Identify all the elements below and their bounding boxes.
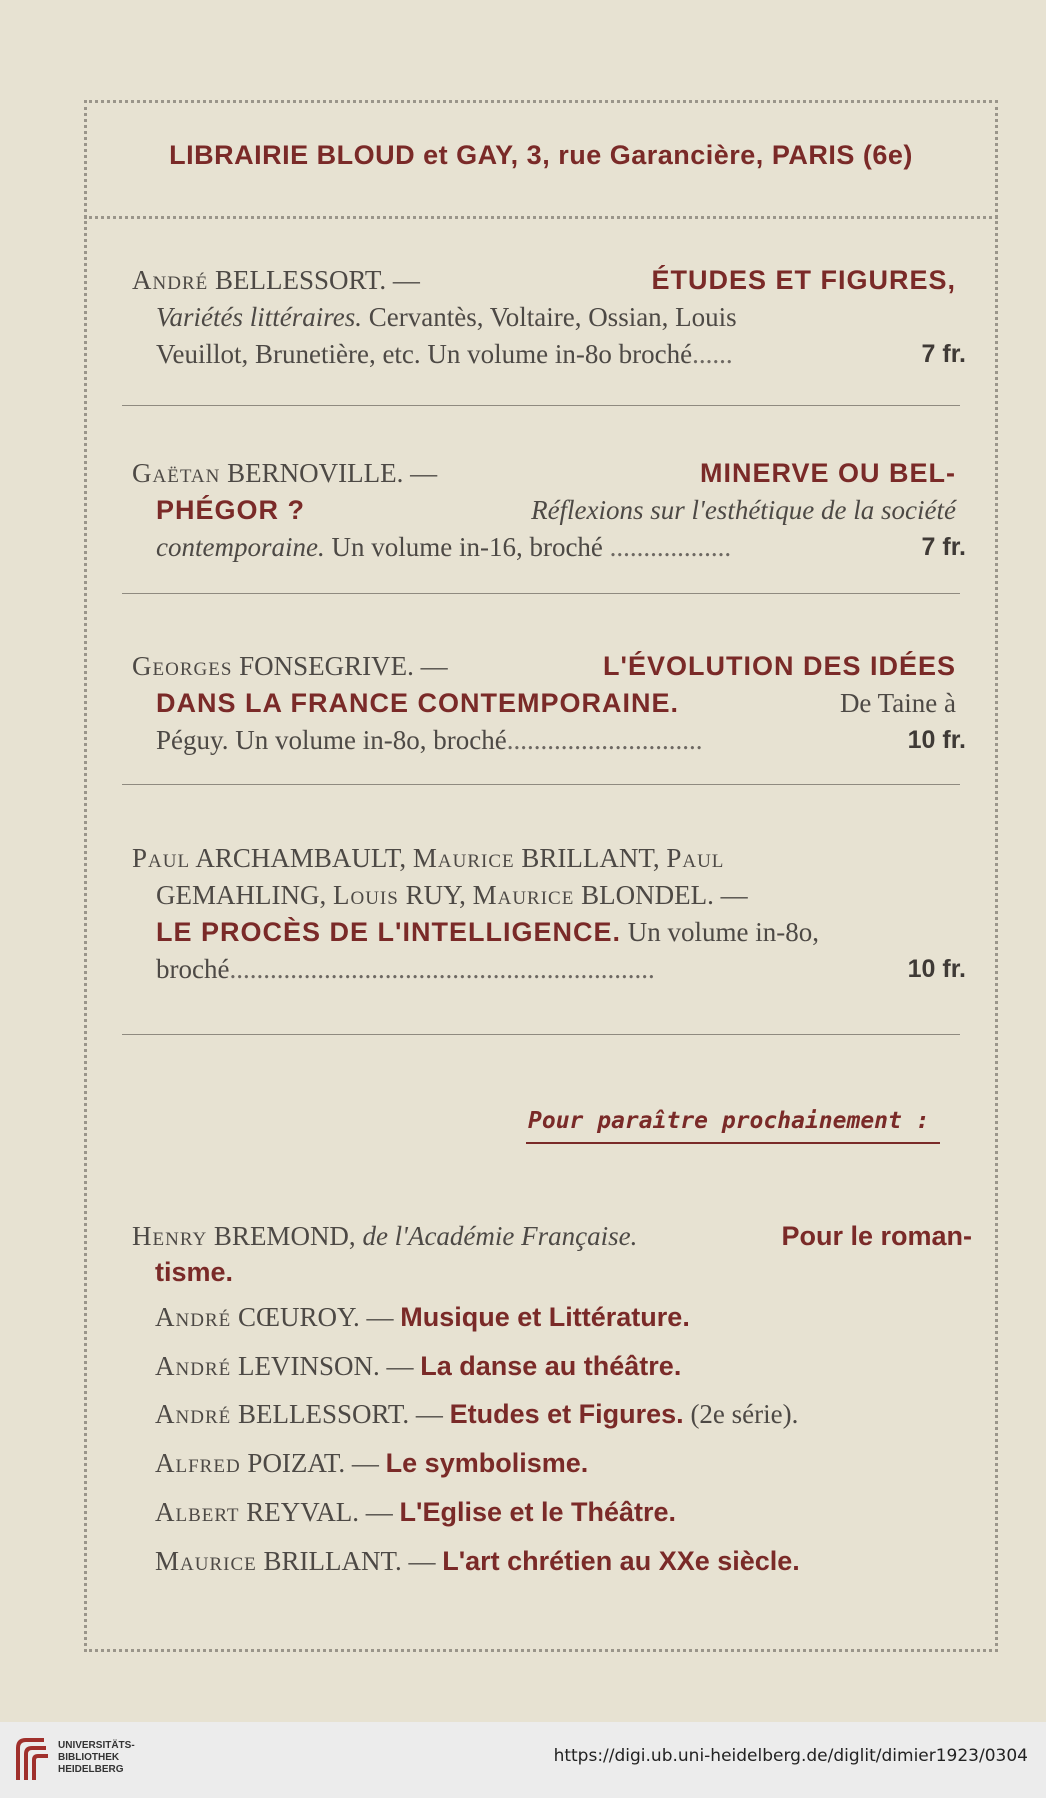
author-prefix: Alfred xyxy=(155,1448,241,1478)
entry-fonsegrive xyxy=(132,648,966,759)
price: 10 fr. xyxy=(907,726,966,754)
library-name-line: HEIDELBERG xyxy=(58,1764,124,1775)
leader-dots: .................. xyxy=(609,532,732,562)
leader-dots: ...... xyxy=(692,339,733,369)
author-name: BRILLANT. — xyxy=(263,1546,436,1576)
author-name: REYVAL. — xyxy=(246,1497,393,1527)
book-title: Pour le roman- xyxy=(781,1221,972,1251)
book-title: Le symbolisme. xyxy=(385,1448,589,1478)
book-title: LE PROCÈS DE L'INTELLIGENCE. xyxy=(156,917,621,947)
author-prefix: Maurice xyxy=(155,1546,257,1576)
forthcoming-item xyxy=(155,1299,975,1335)
book-title: MINERVE OU BEL- xyxy=(699,458,956,488)
author-name: GEMAHLING, xyxy=(156,880,333,910)
forthcoming-item xyxy=(155,1348,975,1384)
author-name: LEVINSON. — xyxy=(237,1351,414,1381)
author-name: CŒUROY. — xyxy=(237,1302,394,1332)
library-name xyxy=(58,1740,135,1776)
header-separator xyxy=(84,216,998,219)
author-name: BLONDEL. — xyxy=(574,880,748,910)
book-title: Etudes et Figures. xyxy=(449,1399,684,1429)
source-url-link[interactable]: https://digi.ub.uni-heidelberg.de/diglit/dimier1923/0304 xyxy=(553,1746,1028,1766)
description: broché xyxy=(156,954,230,984)
forthcoming-underline xyxy=(526,1142,940,1144)
author-prefix: Albert xyxy=(155,1497,240,1527)
library-name-line: BIBLIOTHEK xyxy=(58,1752,120,1763)
entry-proces-intelligence xyxy=(132,840,966,988)
book-title: L'Eglise et le Théâtre. xyxy=(399,1497,677,1527)
book-title: ÉTUDES ET FIGURES, xyxy=(651,265,956,295)
price: 10 fr. xyxy=(907,955,966,983)
author-prefix: Louis xyxy=(332,880,399,910)
author-name: BELLESSORT. — xyxy=(237,1399,443,1429)
author-prefix: Paul xyxy=(666,843,725,873)
subtitle: contemporaine. xyxy=(156,532,325,562)
forthcoming-item xyxy=(155,1396,975,1432)
author-prefix: André xyxy=(155,1351,232,1381)
author-prefix: Henry xyxy=(132,1221,208,1251)
description: Cervantès, Voltaire, Ossian, Louis xyxy=(368,302,737,332)
description: Veuillot, Brunetière, etc. Un volume in-8o broché xyxy=(156,339,693,369)
authors-line-1 xyxy=(132,840,966,877)
library-logo-icon xyxy=(12,1734,52,1786)
description: Un volume in-8o, xyxy=(627,917,819,947)
forthcoming-item xyxy=(132,1218,972,1254)
book-title: tisme. xyxy=(155,1257,234,1287)
author-name: POIZAT. — xyxy=(247,1448,379,1478)
subtitle: Réflexions sur l'esthétique de la société xyxy=(531,495,956,525)
author-name: BRILLANT, xyxy=(514,843,667,873)
author-name: FONSEGRIVE. — xyxy=(239,651,448,681)
author-name: BELLESSORT. — xyxy=(214,265,420,295)
author-prefix: Maurice xyxy=(412,843,515,873)
subtitle: Variétés littéraires. xyxy=(156,302,362,332)
publisher-header: LIBRAIRIE BLOUD et GAY, 3, rue Garancière, PARIS (6e) xyxy=(169,140,913,170)
author-prefix: André xyxy=(132,265,209,295)
forthcoming-heading: Pour paraître prochainement : xyxy=(528,1108,930,1134)
entry-divider xyxy=(122,784,960,785)
entry-divider xyxy=(122,593,960,594)
footer-bar xyxy=(0,1722,1046,1798)
entry-bernoville xyxy=(132,455,966,566)
description: Péguy. Un volume in-8o, broché xyxy=(156,725,507,755)
author-name: BERNOVILLE. — xyxy=(227,458,438,488)
book-title: L'ÉVOLUTION DES IDÉES xyxy=(603,651,956,681)
book-title: L'art chrétien au XXe siècle. xyxy=(442,1546,800,1576)
author-name: BREMOND, xyxy=(213,1221,356,1251)
description: De Taine à xyxy=(839,688,956,718)
forthcoming-item xyxy=(155,1543,975,1579)
leader-dots: ............................. xyxy=(506,725,703,755)
book-title: PHÉGOR ? xyxy=(156,495,306,525)
author-prefix: Gaëtan xyxy=(132,458,221,488)
series-note: (2e série). xyxy=(690,1399,799,1429)
price: 7 fr. xyxy=(921,533,966,561)
library-name-line: UNIVERSITÄTS- xyxy=(58,1740,135,1751)
entry-bellessort xyxy=(132,262,966,373)
forthcoming-item-cont xyxy=(155,1254,975,1290)
price: 7 fr. xyxy=(921,340,966,368)
author-prefix: André xyxy=(155,1302,232,1332)
description: Un volume in-16, broché xyxy=(331,532,603,562)
author-prefix: Georges xyxy=(132,651,233,681)
book-title: La danse au théâtre. xyxy=(420,1351,682,1381)
entry-divider xyxy=(122,1034,960,1035)
book-title: DANS LA FRANCE CONTEMPORAINE. xyxy=(156,688,680,718)
authors-line-2 xyxy=(132,877,966,914)
author-prefix: Paul xyxy=(132,843,191,873)
book-title: Musique et Littérature. xyxy=(400,1302,690,1332)
entry-divider xyxy=(122,405,960,406)
author-prefix: Maurice xyxy=(472,880,575,910)
affiliation: de l'Académie Française. xyxy=(362,1221,638,1251)
forthcoming-item xyxy=(155,1445,975,1481)
author-name: RUY, xyxy=(398,880,473,910)
author-prefix: André xyxy=(155,1399,232,1429)
author-name: ARCHAMBAULT, xyxy=(190,843,413,873)
forthcoming-item xyxy=(155,1494,975,1530)
leader-dots: ............................................................... xyxy=(229,954,655,984)
